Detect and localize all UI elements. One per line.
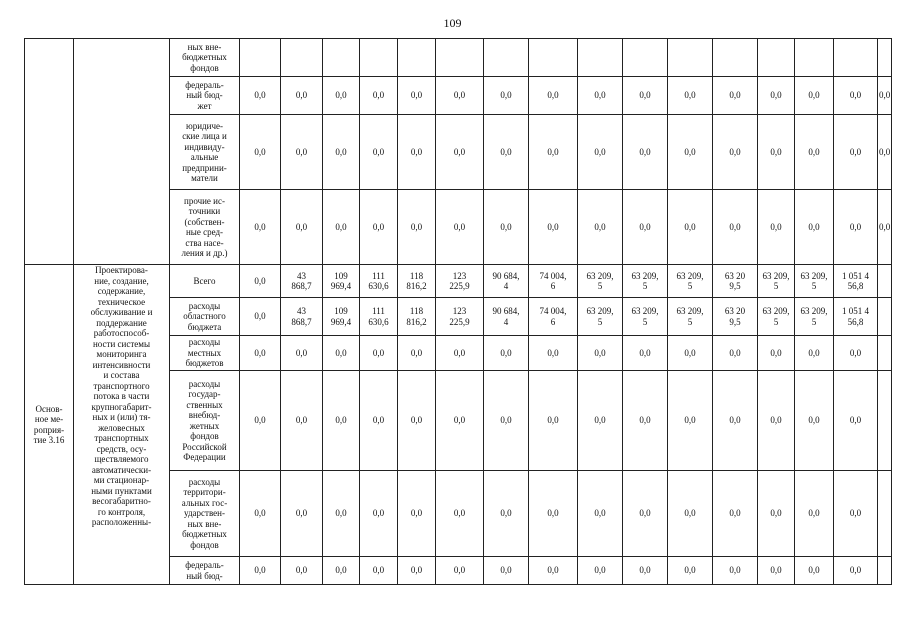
value-cell: 90 684, 4: [484, 265, 529, 298]
value-cell: 63 209, 5: [578, 298, 623, 336]
value-cell: 0,0: [436, 557, 484, 585]
value-cell: 0,0: [795, 471, 834, 557]
value-cell: 0,0: [668, 471, 713, 557]
value-cell: 1 051 4 56,8: [834, 298, 878, 336]
value-cell: 0,0: [360, 557, 398, 585]
value-cell: 0,0: [323, 190, 360, 265]
value-cell: 0,0: [878, 190, 892, 265]
value-cell: 0,0: [398, 77, 436, 115]
value-cell: 0,0: [668, 77, 713, 115]
value-cell: [623, 39, 668, 77]
value-cell: 0,0: [713, 336, 758, 371]
value-cell: 123 225,9: [436, 298, 484, 336]
value-cell: 0,0: [436, 190, 484, 265]
value-cell: [281, 39, 323, 77]
value-cell: 0,0: [240, 557, 281, 585]
empty-cell: [878, 298, 892, 336]
value-cell: 0,0: [281, 336, 323, 371]
value-cell: 63 209, 5: [758, 265, 795, 298]
value-cell: 63 209, 5: [578, 265, 623, 298]
value-cell: 0,0: [484, 557, 529, 585]
value-cell: 63 209, 5: [668, 298, 713, 336]
value-cell: [398, 39, 436, 77]
value-cell: 0,0: [360, 371, 398, 471]
value-cell: 0,0: [484, 115, 529, 190]
value-cell: 0,0: [240, 298, 281, 336]
value-cell: 111 630,6: [360, 298, 398, 336]
value-cell: 0,0: [281, 77, 323, 115]
value-cell: 0,0: [758, 471, 795, 557]
value-cell: 0,0: [360, 115, 398, 190]
value-cell: 0,0: [758, 336, 795, 371]
value-cell: 0,0: [623, 557, 668, 585]
value-cell: 74 004, 6: [529, 298, 578, 336]
value-cell: 63 20 9,5: [713, 265, 758, 298]
page-number: 109: [443, 16, 462, 30]
value-cell: 0,0: [834, 336, 878, 371]
value-cell: 0,0: [795, 371, 834, 471]
value-cell: 0,0: [878, 115, 892, 190]
value-cell: 0,0: [578, 77, 623, 115]
value-cell: [834, 39, 878, 77]
value-cell: [360, 39, 398, 77]
value-cell: 0,0: [758, 115, 795, 190]
value-cell: 0,0: [834, 190, 878, 265]
value-cell: 0,0: [713, 557, 758, 585]
value-cell: 0,0: [240, 115, 281, 190]
value-cell: 0,0: [323, 115, 360, 190]
value-cell: 0,0: [484, 371, 529, 471]
value-cell: 0,0: [578, 371, 623, 471]
value-cell: 0,0: [713, 77, 758, 115]
value-cell: 0,0: [668, 371, 713, 471]
value-cell: 0,0: [398, 336, 436, 371]
value-cell: 0,0: [623, 471, 668, 557]
source-label: федераль- ный бюд-: [170, 557, 240, 585]
value-cell: 0,0: [529, 115, 578, 190]
value-cell: 0,0: [578, 471, 623, 557]
value-cell: 0,0: [398, 471, 436, 557]
source-label: расходы государ- ственных внебюд- жетных фондов Российской Федерации: [170, 371, 240, 471]
value-cell: 0,0: [668, 557, 713, 585]
value-cell: 0,0: [436, 336, 484, 371]
source-label: расходы территори- альных гос- ударствен- ных вне- бюджетных фондов: [170, 471, 240, 557]
source-label: ных вне- бюджетных фондов: [170, 39, 240, 77]
value-cell: 0,0: [623, 115, 668, 190]
table-row: [25, 39, 892, 77]
value-cell: 0,0: [323, 471, 360, 557]
empty-code-cell: [25, 39, 74, 265]
value-cell: 0,0: [281, 471, 323, 557]
value-cell: [323, 39, 360, 77]
value-cell: 0,0: [795, 190, 834, 265]
value-cell: 0,0: [281, 557, 323, 585]
value-cell: 118 816,2: [398, 298, 436, 336]
value-cell: 0,0: [713, 371, 758, 471]
value-cell: 63 209, 5: [623, 265, 668, 298]
value-cell: 63 20 9,5: [713, 298, 758, 336]
value-cell: 0,0: [240, 77, 281, 115]
value-cell: 0,0: [623, 371, 668, 471]
value-cell: [878, 39, 892, 77]
value-cell: 0,0: [398, 115, 436, 190]
value-cell: 0,0: [360, 77, 398, 115]
value-cell: 0,0: [360, 336, 398, 371]
value-cell: 0,0: [623, 77, 668, 115]
value-cell: 0,0: [795, 336, 834, 371]
value-cell: 43 868,7: [281, 265, 323, 298]
value-cell: 0,0: [713, 190, 758, 265]
value-cell: 0,0: [668, 336, 713, 371]
value-cell: 0,0: [758, 77, 795, 115]
value-cell: 0,0: [578, 190, 623, 265]
value-cell: 0,0: [240, 371, 281, 471]
value-cell: 43 868,7: [281, 298, 323, 336]
value-cell: 0,0: [834, 471, 878, 557]
value-cell: [713, 39, 758, 77]
value-cell: [240, 39, 281, 77]
value-cell: 0,0: [360, 471, 398, 557]
value-cell: 0,0: [398, 371, 436, 471]
value-cell: 74 004, 6: [529, 265, 578, 298]
value-cell: 0,0: [668, 115, 713, 190]
value-cell: 0,0: [795, 557, 834, 585]
value-cell: 0,0: [529, 557, 578, 585]
table-row: [25, 265, 892, 298]
value-cell: 0,0: [623, 336, 668, 371]
value-cell: 0,0: [713, 115, 758, 190]
value-cell: [668, 39, 713, 77]
empty-cell: [878, 557, 892, 585]
source-label: федераль- ный бюд- жет: [170, 77, 240, 115]
value-cell: 0,0: [281, 190, 323, 265]
value-cell: 0,0: [398, 557, 436, 585]
value-cell: 0,0: [484, 77, 529, 115]
value-cell: 63 209, 5: [668, 265, 713, 298]
value-cell: 0,0: [834, 371, 878, 471]
value-cell: 0,0: [623, 190, 668, 265]
value-cell: 0,0: [240, 336, 281, 371]
value-cell: 0,0: [240, 265, 281, 298]
empty-cell: [878, 471, 892, 557]
source-label: прочие ис- точники (собствен- ные сред- ства насе- ления и др.): [170, 190, 240, 265]
value-cell: 63 209, 5: [795, 298, 834, 336]
empty-cell: [878, 265, 892, 298]
value-cell: 109 969,4: [323, 298, 360, 336]
value-cell: 0,0: [281, 115, 323, 190]
value-cell: 1 051 4 56,8: [834, 265, 878, 298]
value-cell: 118 816,2: [398, 265, 436, 298]
value-cell: 0,0: [758, 190, 795, 265]
value-cell: 0,0: [578, 115, 623, 190]
value-cell: 0,0: [436, 77, 484, 115]
value-cell: 0,0: [436, 471, 484, 557]
value-cell: 0,0: [323, 336, 360, 371]
value-cell: 63 209, 5: [758, 298, 795, 336]
value-cell: 0,0: [484, 336, 529, 371]
value-cell: [436, 39, 484, 77]
value-cell: 0,0: [834, 77, 878, 115]
value-cell: 0,0: [484, 190, 529, 265]
value-cell: 0,0: [240, 190, 281, 265]
value-cell: 0,0: [795, 115, 834, 190]
value-cell: 0,0: [436, 371, 484, 471]
measure-title: Проектирова- ние, создание, содержание, техническое обслуживание и поддержание работоспособ- ности системы мониторинга интенсивности и состава транспортного потока в части крупногабарит- ных и (или) тя- желовесных транспортных средств, осу- ществляемого автоматически- ми стационар- ными пунктами весогабаритно- го контроля, расположенны-: [74, 265, 170, 585]
value-cell: 0,0: [713, 471, 758, 557]
value-cell: 0,0: [529, 190, 578, 265]
value-cell: 0,0: [578, 336, 623, 371]
value-cell: 0,0: [758, 557, 795, 585]
value-cell: 0,0: [360, 190, 398, 265]
value-cell: 0,0: [758, 371, 795, 471]
value-cell: 0,0: [529, 371, 578, 471]
value-cell: 0,0: [323, 77, 360, 115]
empty-cell: [878, 336, 892, 371]
value-cell: [758, 39, 795, 77]
value-cell: 0,0: [240, 471, 281, 557]
value-cell: [529, 39, 578, 77]
measure-code: Основ- ное ме- роприя- тие 3.16: [25, 265, 74, 585]
value-cell: 0,0: [529, 77, 578, 115]
value-cell: 0,0: [578, 557, 623, 585]
value-cell: 0,0: [323, 557, 360, 585]
source-label: расходы местных бюджетов: [170, 336, 240, 371]
value-cell: 0,0: [323, 371, 360, 471]
source-label: юридиче- ские лица и индивиду- альные предприни- матели: [170, 115, 240, 190]
value-cell: 0,0: [529, 471, 578, 557]
value-cell: [484, 39, 529, 77]
value-cell: 0,0: [795, 77, 834, 115]
value-cell: 0,0: [529, 336, 578, 371]
value-cell: 0,0: [436, 115, 484, 190]
value-cell: 90 684, 4: [484, 298, 529, 336]
value-cell: 123 225,9: [436, 265, 484, 298]
value-cell: 0,0: [834, 115, 878, 190]
empty-title-cell: [74, 39, 170, 265]
value-cell: 0,0: [878, 77, 892, 115]
value-cell: 63 209, 5: [795, 265, 834, 298]
value-cell: 111 630,6: [360, 265, 398, 298]
value-cell: 109 969,4: [323, 265, 360, 298]
source-label: Всего: [170, 265, 240, 298]
value-cell: [578, 39, 623, 77]
source-label: расходы областного бюджета: [170, 298, 240, 336]
value-cell: 0,0: [398, 190, 436, 265]
budget-table: [24, 38, 892, 585]
value-cell: 63 209, 5: [623, 298, 668, 336]
value-cell: 0,0: [484, 471, 529, 557]
value-cell: 0,0: [281, 371, 323, 471]
value-cell: 0,0: [668, 190, 713, 265]
empty-cell: [878, 371, 892, 471]
value-cell: 0,0: [834, 557, 878, 585]
value-cell: [795, 39, 834, 77]
